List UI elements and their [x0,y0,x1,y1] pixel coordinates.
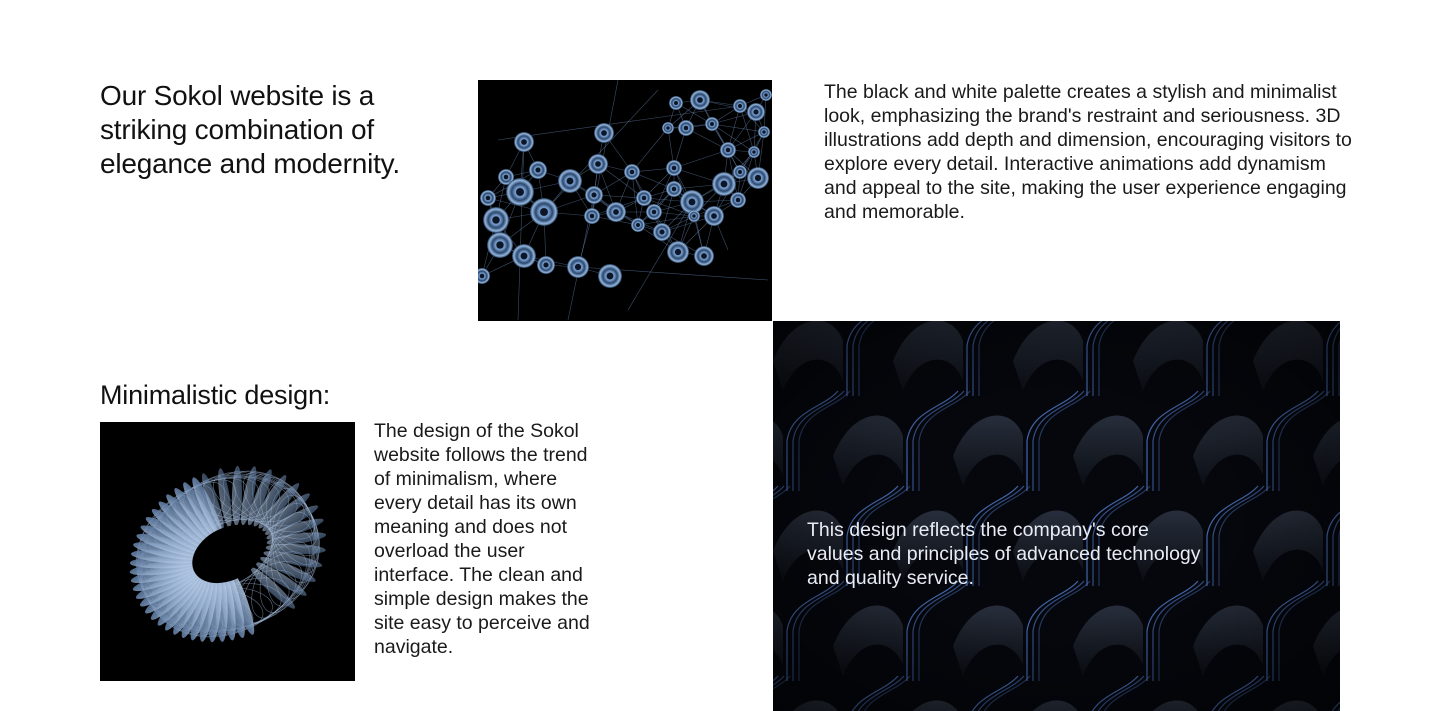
network-graph-image [478,80,772,321]
values-overlay-text: This design reflects the company's core values and principles of advanced technology and quality service. [807,519,1201,589]
headline: Our Sokol website is a striking combination of elegance and modernity. [100,80,400,179]
minimal-design-heading: Minimalistic design: [100,380,331,410]
minimal-design-paragraph: The design of the Sokol website follows the trend of minimalism, where every detail has its own meaning and does not overload the user interface. The clean and simple design makes the site easy to perceive and navigate. [374,420,590,658]
torus-ring-image [100,422,355,681]
intro-paragraph: The black and white palette creates a stylish and minimalist look, emphasizing the brand's restraint and seriousness. 3D illustrations add depth and dimension, encouraging visitors to explore every detail. Interactive animations add dynamism and appeal to the site, making the user experience engaging and memorable. [824,81,1352,223]
wave-pattern-image [773,321,1340,711]
